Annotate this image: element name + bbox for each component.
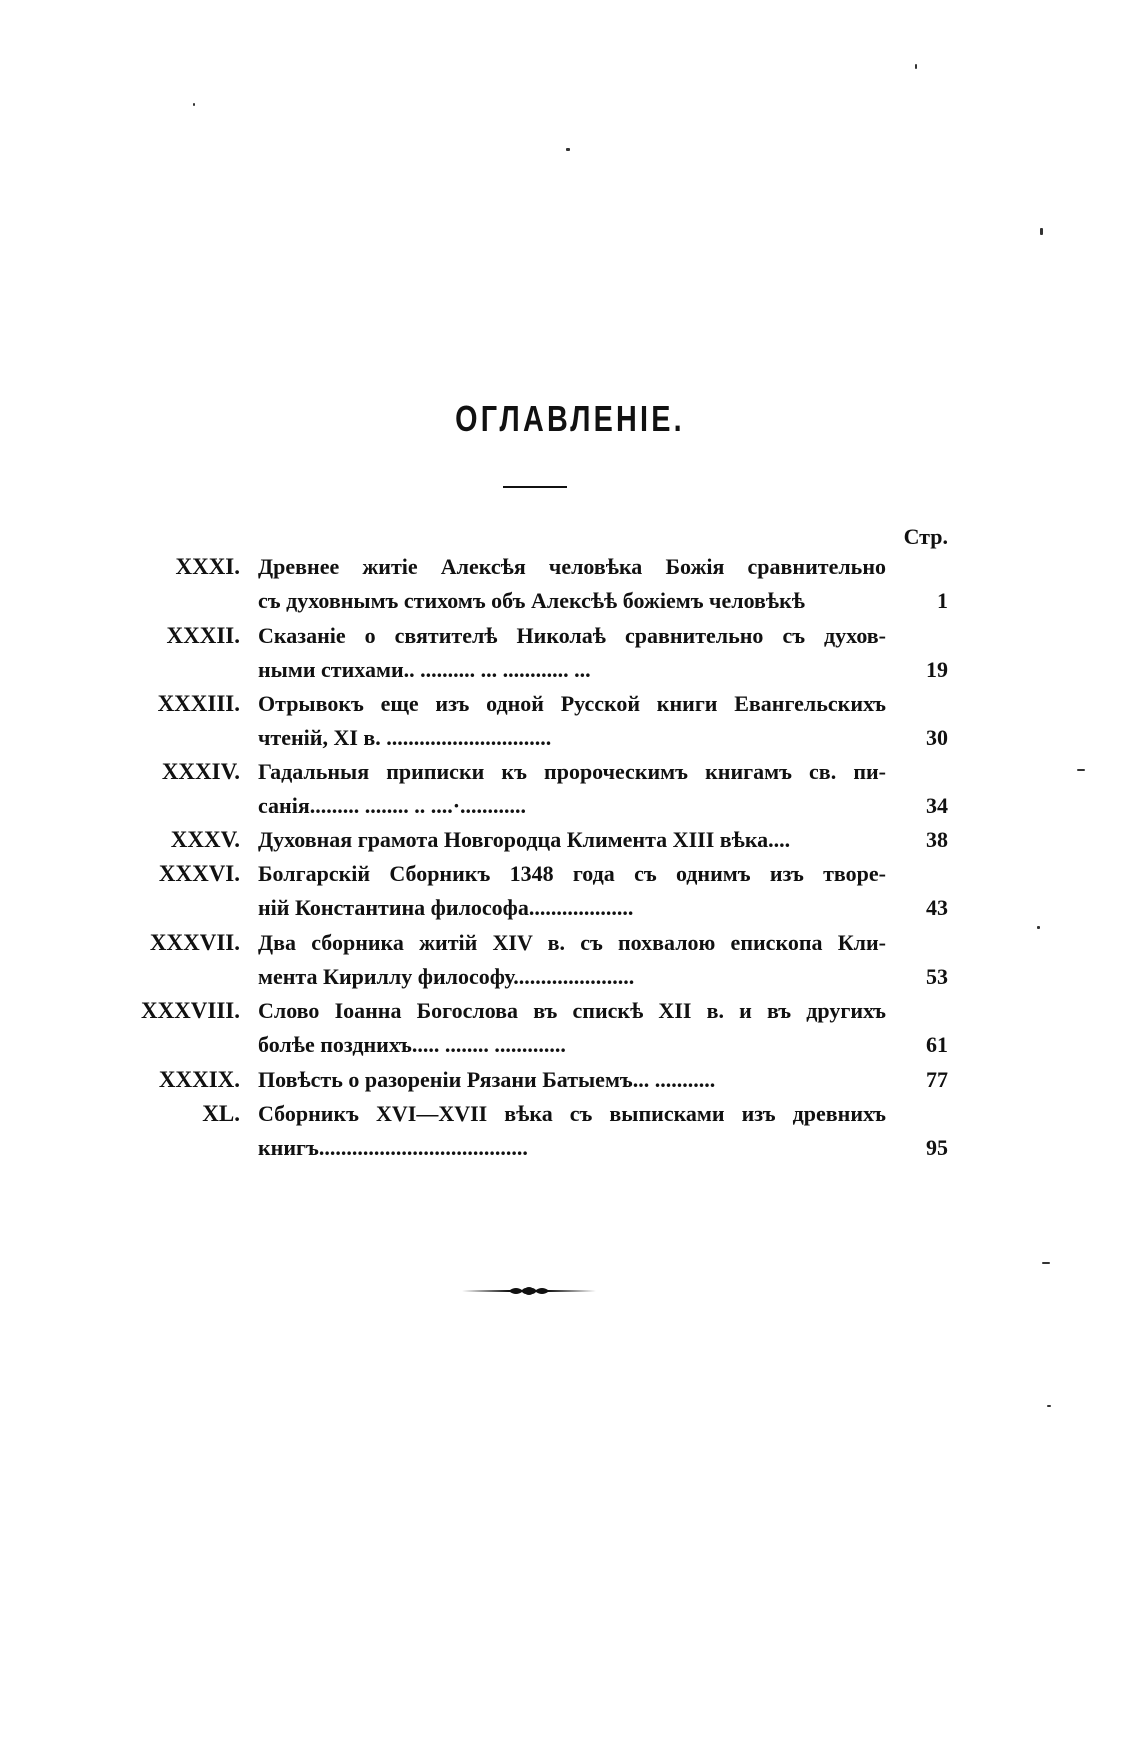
toc-entry-numeral: XXXVIII. <box>140 998 240 1023</box>
toc-entry <box>0 1097 1140 1131</box>
toc-entry-text-line: мента Кириллу философу...................... <box>258 964 635 989</box>
page-title: ОГЛАВЛЕНІЕ. <box>455 398 685 439</box>
scan-speck <box>566 148 570 151</box>
tailpiece-ornament-icon <box>462 1283 596 1299</box>
toc-entry-continuation <box>0 960 1140 994</box>
toc-entry-text-line: Духовная грамота Новгородца Климента XIII вѣка.... <box>258 827 791 852</box>
scan-speck <box>193 103 195 106</box>
scan-speck <box>1047 1405 1051 1407</box>
toc-entry-text-line: съ духовнымъ стихомъ объ Алексѣѣ божіемъ человѣкѣ <box>258 588 805 613</box>
toc-entry-continuation <box>0 1131 1140 1165</box>
toc-entry-text-line: Древнее житіе Алексѣя человѣка Божія сравнительно <box>258 554 886 579</box>
toc-entry-continuation <box>0 584 1140 618</box>
toc-entry-text-line: Слово Іоанна Богослова въ спискѣ XII в. и въ другихъ <box>258 998 886 1023</box>
toc-entry-text-line: ній Константина философа................... <box>258 895 634 920</box>
toc-entry-page: 43 <box>926 895 948 920</box>
toc-entry <box>0 823 1140 857</box>
toc-entry <box>0 755 1140 789</box>
toc-entry-text-line: Повѣсть о разореніи Рязани Батыемъ... ........... <box>258 1067 716 1092</box>
title-rule <box>503 486 567 488</box>
toc-entry-text-line: Отрывокъ еще изъ одной Русской книги Евангельскихъ <box>258 691 886 716</box>
toc-entry-page: 1 <box>937 588 948 613</box>
toc-entry <box>0 1063 1140 1097</box>
toc-entry <box>0 994 1140 1028</box>
toc-entry-page: 95 <box>926 1135 948 1160</box>
scan-speck <box>1040 228 1043 235</box>
toc-entry-continuation <box>0 653 1140 687</box>
toc-entry-text-line: ными стихами.. .......... ... ............ ... <box>258 657 591 682</box>
toc-entry-text-line: книгъ...................................... <box>258 1135 528 1160</box>
toc-entry-numeral: XXXV. <box>170 827 240 852</box>
toc-entry-numeral: XXXIII. <box>157 691 240 716</box>
toc-entry-text-line: Сборникъ XVI—XVII вѣка съ выписками изъ древнихъ <box>258 1101 886 1126</box>
toc-entry-numeral: XXXVII. <box>149 930 240 955</box>
toc-entry-continuation <box>0 721 1140 755</box>
toc-entry-page: 19 <box>926 657 948 682</box>
toc-entry-page: 77 <box>926 1067 948 1092</box>
toc-entry-page: 34 <box>926 793 948 818</box>
toc-entry <box>0 926 1140 960</box>
scan-speck <box>1042 1262 1050 1264</box>
toc-entry-numeral: XXXII. <box>166 623 240 648</box>
toc-entry-numeral: XXXIV. <box>161 759 240 784</box>
scan-speck <box>1037 926 1040 929</box>
page-column-label: Стр. <box>903 524 948 549</box>
toc-entry-page: 61 <box>926 1032 948 1057</box>
toc-entry <box>0 687 1140 721</box>
toc-entry-continuation <box>0 891 1140 925</box>
toc-entry-text-line: санія......... ........ .. ....·............ <box>258 793 527 818</box>
toc-entry <box>0 619 1140 653</box>
scan-speck <box>915 64 917 69</box>
toc-entry-page: 38 <box>926 827 948 852</box>
toc-entry-continuation <box>0 789 1140 823</box>
toc-entry-numeral: XXXIX. <box>158 1067 240 1092</box>
toc-entry-numeral: XXXI. <box>175 554 240 579</box>
toc-entry-text-line: чтеній, XI в. .............................. <box>258 725 552 750</box>
toc-entry-text-line: Болгарскій Сборникъ 1348 года съ однимъ изъ творе- <box>258 861 886 886</box>
toc-entry-text-line: Сказаніе о святителѣ Николаѣ сравнительно съ духов- <box>258 623 886 648</box>
toc-entry-numeral: XXXVI. <box>158 861 240 886</box>
toc-entry-text-line: болѣе позднихъ..... ........ ............. <box>258 1032 566 1057</box>
toc-entry-page: 53 <box>926 964 948 989</box>
toc-entry-page: 30 <box>926 725 948 750</box>
toc-entry-continuation <box>0 1028 1140 1062</box>
toc-entry <box>0 550 1140 584</box>
toc-entry <box>0 857 1140 891</box>
toc-entry-text-line: Два сборника житій XIV в. съ похвалою епископа Кли- <box>258 930 886 955</box>
toc-entry-numeral: XL. <box>202 1101 240 1126</box>
scan-speck <box>1077 769 1085 771</box>
toc-entry-text-line: Гадальныя приписки къ пророческимъ книгамъ св. пи- <box>258 759 886 784</box>
